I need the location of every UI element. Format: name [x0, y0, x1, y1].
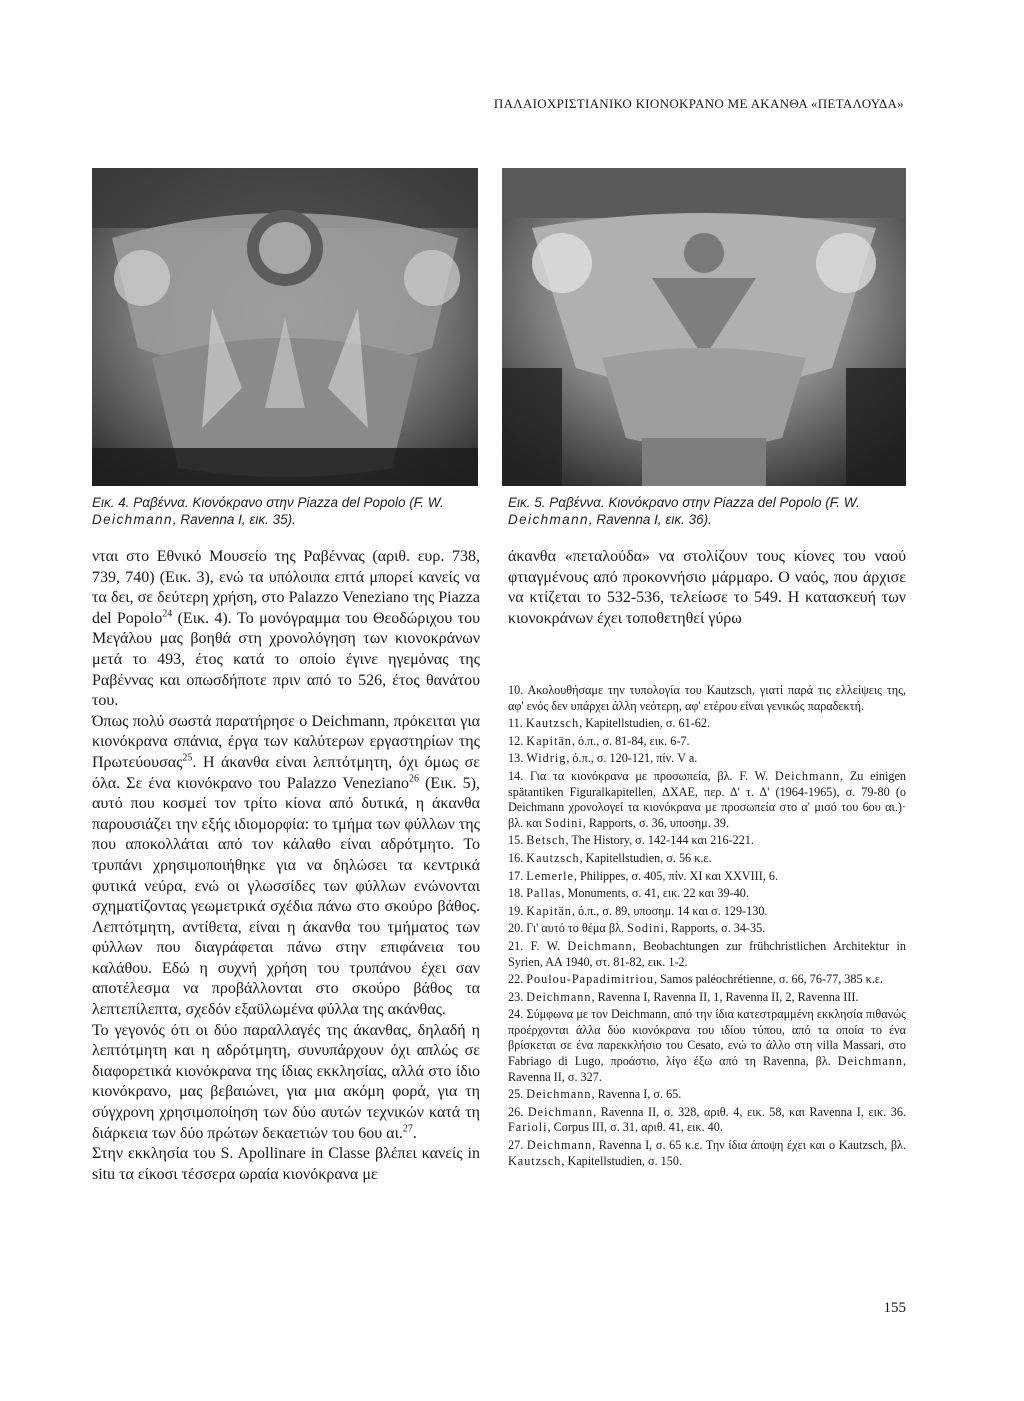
footnote-24: 24. Σύμφωνα με τον Deichmann, από την ίδια κατεστραμμένη εκκλησία πιθανώς προέρχονται άλλα δύο κιονόκρανα του ιδίου τύπου, από τα οποία το ένα βρίσκεται σε ένα παρεκκλήσιο του Cesato, ενώ το άλλο στη villa Massari, στο Fabriago di Lugo, προάστιο, λίγο έξω από τη Ravenna, βλ. Deichmann, Ravenna II, σ. 327. — [508, 1007, 906, 1084]
footnote-15: 15. Betsch, The History, σ. 142-144 και 216-221. — [508, 833, 754, 848]
body-paragraph: Στην εκκλησία του S. Apollinare in Classe βλέπει κανείς in situ τα είκοσι τέσσερα ωραία κιονόκρανα με — [92, 1145, 480, 1183]
footnote-13: 13. Widrig, ό.π., σ. 120-121, πίν. V a. — [508, 751, 698, 766]
body-paragraph: Το γεγονός ότι οι δύο παραλλαγές της άκανθας, δηλαδή η λεπτότμητη και η αδρότμητη, συνυπάρχουν όχι απλώς σε διαφορετικά κιονόκρανα της ίδιας εκκλησίας, αλλά στο ίδιο κιονόκρανο, μας βεβαιώνει, για μια ακόμη φορά, για τη σύγχρονη χρησιμοποίηση των δύο αυτών τεχνικών κατά τη διάρκεια των δύο πρώτων δεκαετιών του 6ου αι.$^{27}$. — [92, 1021, 480, 1142]
footnote-12: 12. Kapitän, ό.π., σ. 81-84, εικ. 6-7. — [508, 733, 690, 748]
capital-photo-graphic — [502, 168, 906, 486]
figure-5-caption: Εικ. 5. Ραβέννα. Κιονόκρανο στην Piazza del Popolo (F. W. Deichmann, Ravenna I, εικ. 36). — [508, 495, 860, 527]
figure-4-caption: Εικ. 4. Ραβέννα. Κιονόκρανο στην Piazza del Popolo (F. W. Deichmann, Ravenna I, εικ. 35). — [92, 495, 444, 527]
footnote-23: 23. Deichmann, Ravenna I, Ravenna II, 1, Ravenna II, 2, Ravenna III. — [508, 989, 859, 1004]
footnote-14: 14. Για τα κιονόκρανα με προσωπεία, βλ. F. W. Deichmann, Zu einigen spätantiken Figuralkapitellen, ΔΧΑΕ, περ. Δ' τ. Δ' (1964-1965), σ. 79-80 (ο Deichmann χρονολογεί τα κιονόκρανα με προσωπεία στο α' μισό του 6ου αι.)· βλ. και Sodini, Rapports, σ. 36, υποσημ. 39. — [508, 768, 906, 830]
footnotes — [508, 683, 906, 1171]
running-header: ΠΑΛΑΙΟΧΡΙΣΤΙΑΝΙΚΟ ΚΙΟΝΟΚΡΑΝΟ ΜΕ ΑΚΑΝΘΑ «ΠΕΤΑΛΟΥΔΑ» — [493, 96, 904, 111]
footnote-25: 25. Deichmann, Ravenna I, σ. 65. — [508, 1087, 682, 1102]
footnote-16: 16. Kautzsch, Kapitellstudien, σ. 56 κ.ε. — [508, 850, 712, 865]
figure-5-photo — [502, 168, 906, 486]
footnote-27: 27. Deichmann, Ravenna I, σ. 65 κ.ε. Την ίδια άποψη έχει και ο Kautzsch, βλ. Kautzsch, Kapitellstudien, σ. 150. — [508, 1138, 906, 1168]
capital-photo-graphic — [92, 168, 478, 486]
footnote-21: 21. F. W. Deichmann, Beobachtungen zur frühchristlichen Architektur in Syrien, AA 1940, στ. 81-82, εικ. 1-2. — [508, 938, 907, 969]
footnote-20: 20. Γι' αυτό το θέμα βλ. Sodini, Rapports, σ. 34-35. — [508, 921, 766, 936]
footnote-26: 26. Deichmann, Ravenna II, σ. 328, αριθ. 4, εικ. 58, και Ravenna I, εικ. 36. Farioli, Corpus III, σ. 31, αριθ. 41, εικ. 40. — [508, 1104, 906, 1135]
footnote-18: 18. Pallas, Monuments, σ. 41, εικ. 22 και 39-40. — [508, 886, 749, 901]
footnote-11: 11. Kautzsch, Kapitellstudien, σ. 61-62. — [508, 716, 710, 731]
page-number: 155 — [883, 1300, 906, 1316]
footnote-17: 17. Lemerle, Philippes, σ. 405, πίν. XI και XXVIII, 6. — [508, 868, 778, 883]
right-body-column — [508, 547, 906, 629]
left-body-column — [92, 547, 480, 1185]
footnote-19: 19. Kapitän, ό.π., σ. 89, υποσημ. 14 και σ. 129-130. — [508, 903, 768, 918]
body-paragraph: Όπως πολύ σωστά παρατήρησε ο Deichmann, πρόκειται για κιονόκρανα σπάνια, έργα των καλύτερων εργαστηρίων της Πρωτεύουσας$^{25}$. Η άκανθα είναι λεπτότμητη, όχι όμως σε όλα. Σε ένα κιονόκρανο του Palazzo Veneziano$^{26}$ (Εικ. 5), αυτό που κοσμεί τον τρίτο κίονα από δυτικά, η άκανθα παρουσιάζει την εξής ιδιομορφία: το τμήμα των φύλλων της που αποκολλάται από τον κάλαθο είναι αδρότμητο. Το τρυπάνι χρησιμοποιήθηκε για να δηλώσει τα κεντρικά φυτικά νεύρα, ενώ οι γλωσσίδες των φύλλων ενώνονται σχηματίζοντας γεωμετρικά σχέδια πάνω στο σκούρο βάθος. Λεπτότμητη, αντίθετα, είναι η άκανθα του τμήματος των φύλλων που διαγράφεται πάνω στην επιφάνεια του καλάθου. Εδώ η συχνή χρήση του τρυπάνου έχει σαν αποτέλεσμα να προβάλλονται στο σκούρο βάθος τα λεπτεπίλεπτα, σχεδόν εξαϋλωμένα φύλλα της ακάνθας. — [92, 712, 481, 1019]
body-paragraph: νται στο Εθνικό Μουσείο της Ραβέννας (αριθ. ευρ. 738, 739, 740) (Εικ. 3), ενώ τα υπόλοιπα επτά μπορεί κανείς να τα δει, σε δεύτερη χρήση, στο Palazzo Veneziano της Piazza del Popolo$^{24}$ (Εικ. 4). Το μονόγραμμα του Θεοδώριχου του Μεγάλου μας βοηθά στη χρονολόγηση των κιονοκράνων μετά το 493, έτος κατά το οποίο έγινε ηγεμόνας της Ραβέννας και οπωσδήποτε πριν από το 526, έτος θανάτου του. — [92, 548, 481, 710]
footnote-22: 22. Poulou-Papadimitriou, Samos paléochrétienne, σ. 66, 76-77, 385 κ.ε. — [508, 972, 883, 987]
footnote-10: 10. Ακολουθήσαμε την τυπολογία του Kautzsch, γιατί παρά τις ελλείψεις της, αφ' ενός δεν υπάρχει άλλη νεότερη, αφ' ετέρου είναι γενικώς παραδεκτή. — [508, 683, 906, 713]
body-paragraph: άκανθα «πεταλούδα» να στολίζουν τους κίονες του ναού φτιαγμένους από προκοννήσιο μάρμαρο. Ο ναός, που άρχισε να κτίζεται το 532-536, τελείωσε το 549. Η κατασκευή των κιονοκράνων έχει τοποθετηθεί γύρω — [508, 548, 906, 627]
figure-4-photo — [92, 168, 478, 486]
